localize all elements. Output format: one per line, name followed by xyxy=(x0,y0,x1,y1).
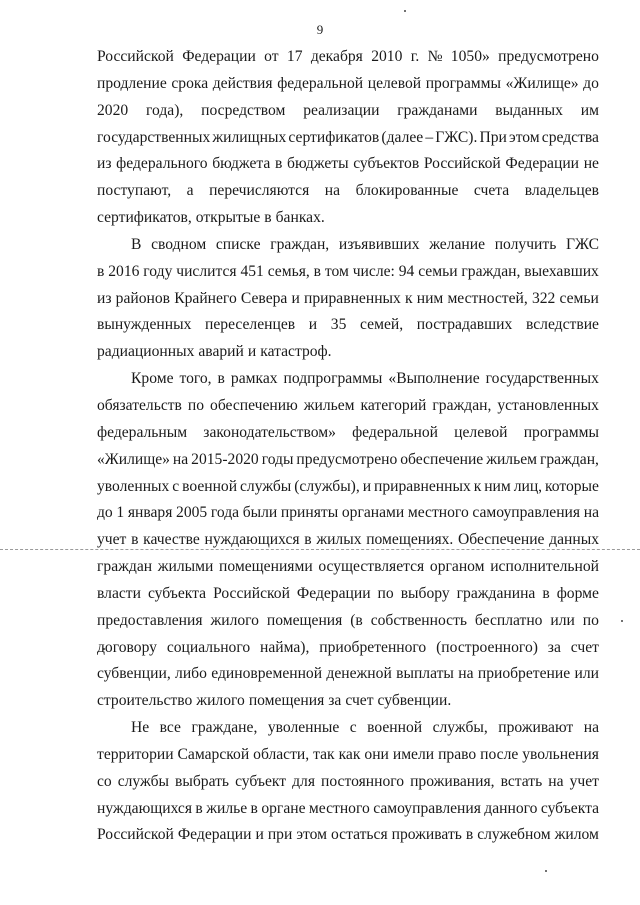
text-line: вынужденных переселенцев и 35 семей, пострадавших вследствие xyxy=(97,316,599,334)
text-line: Кроме того, в рамках подпрограммы «Выполнение государственных xyxy=(131,370,599,388)
text-line: Российской Федерации от 17 декабря 2010 г. № 1050» предусмотрено xyxy=(97,48,599,65)
text-line: уволенных с военной службы (службы), и приравненных к ним лиц, которые xyxy=(97,477,599,495)
text-line: обязательств по обеспечению жильем категорий граждан, установленных xyxy=(97,396,599,414)
text-line: учет в качестве нуждающихся в жилых помещениях. Обеспечение данных xyxy=(97,531,599,549)
text-line: продление срока действия федеральной целевой программы «Жилище» до xyxy=(97,74,599,92)
text-line: договору социального найма), приобретенного (построенного) за счет xyxy=(97,638,599,656)
text-line: федеральным законодательством» федеральной целевой программы xyxy=(97,423,599,441)
text-line: Российской Федерации и при этом остаться проживать в служебном жилом xyxy=(97,826,599,844)
text-line: нуждающихся в жилье в органе местного самоуправления данного субъекта xyxy=(97,799,599,817)
text-line: территории Самарской области, так как они имели право после увольнения xyxy=(97,745,599,763)
text-line: строительство жилого помещения за счет субвенции. xyxy=(97,692,452,710)
text-line: граждан жилыми помещениями осуществляется органом исполнительной xyxy=(97,558,599,576)
document-body xyxy=(97,44,599,849)
text-line: со службы выбрать субъект для постоянного проживания, встать на учет xyxy=(97,772,599,790)
paragraph xyxy=(97,44,599,232)
scan-speck xyxy=(404,10,406,12)
text-line: В сводном списке граждан, изъявивших желание получить ГЖС xyxy=(131,235,599,253)
text-line: субвенции, либо единовременной денежной выплаты на приобретение или xyxy=(97,665,599,683)
text-line: в 2016 году числится 451 семья, в том числе: 94 семьи граждан, выехавших xyxy=(97,262,599,280)
text-line: радиационных аварий и катастроф. xyxy=(97,343,332,361)
text-line: государственных жилищных сертификатов (далее – ГЖС). При этом средства xyxy=(97,128,599,146)
text-line: сертификатов, открытые в банках. xyxy=(97,209,325,227)
text-line: власти субъекта Российской Федерации по выбору гражданина в форме xyxy=(97,584,599,602)
paragraph xyxy=(97,366,599,715)
page-number: 9 xyxy=(316,22,324,37)
text-line: предоставления жилого помещения (в собственность бесплатно или по xyxy=(97,611,599,629)
scan-speck xyxy=(621,620,623,622)
paragraph xyxy=(97,232,599,366)
paragraph xyxy=(97,715,599,849)
text-line: до 1 января 2005 года были приняты органами местного самоуправления на xyxy=(97,504,599,522)
text-line: из федерального бюджета в бюджеты субъектов Российской Федерации не xyxy=(97,155,599,173)
text-line: 2020 года), посредством реализации гражданами выданных им xyxy=(97,101,599,119)
text-line: «Жилище» на 2015-2020 годы предусмотрено обеспечение жильем граждан, xyxy=(97,450,599,468)
text-line: Не все граждане, уволенные с военной службы, проживают на xyxy=(131,719,599,737)
text-line: из районов Крайнего Севера и приравненных к ним местностей, 322 семьи xyxy=(97,289,599,307)
text-line: поступают, а перечисляются на блокированные счета владельцев xyxy=(97,182,599,200)
scan-speck xyxy=(545,870,547,872)
